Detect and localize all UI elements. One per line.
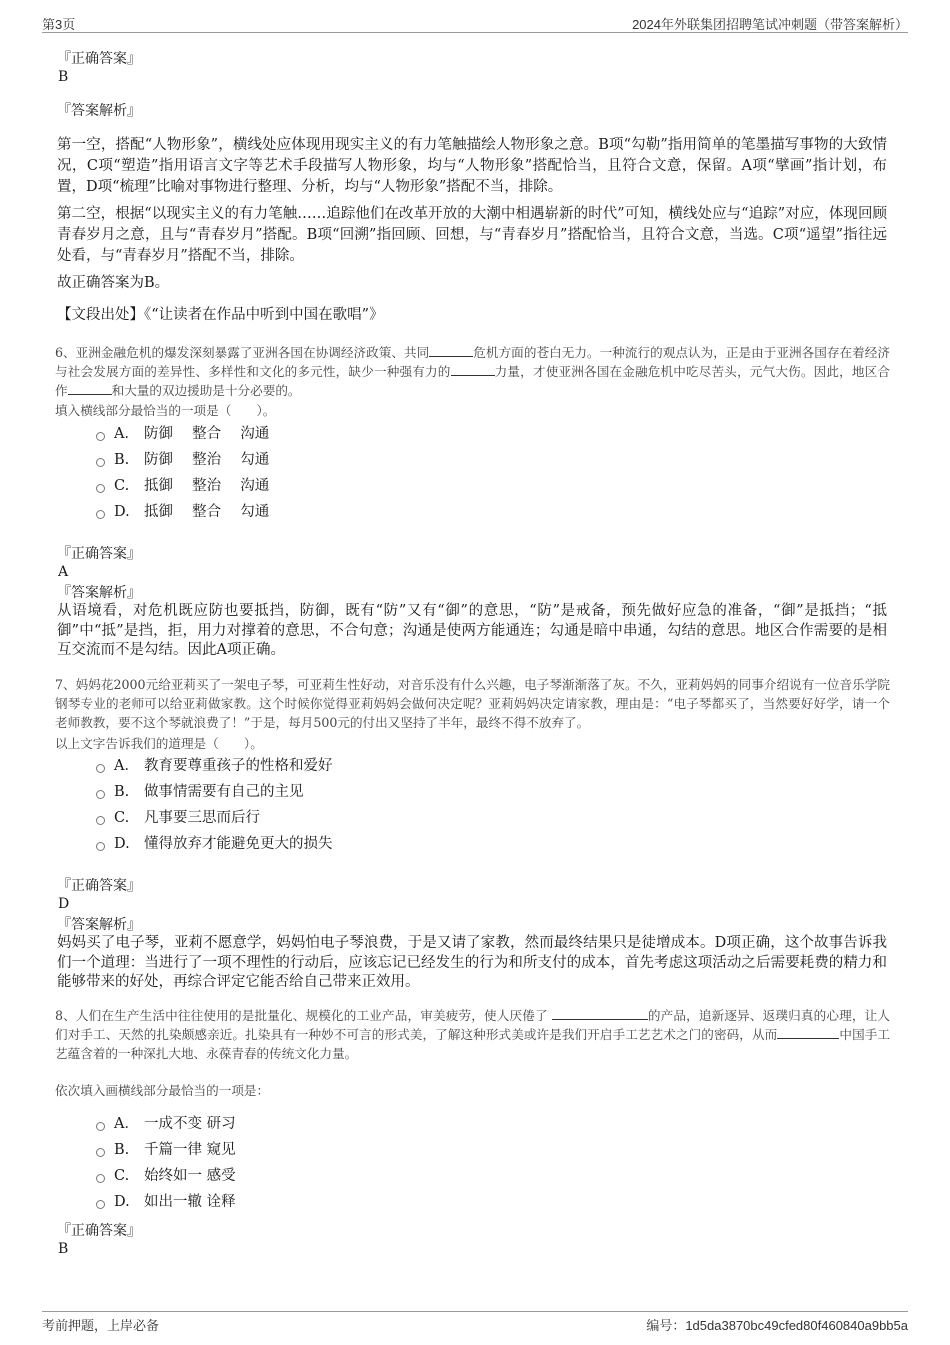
q8-blank-2: [777, 1026, 839, 1039]
q6-option-c[interactable]: C. 抵御 整治 沟通: [96, 476, 269, 496]
q5-answer-label: 『正确答案』: [57, 51, 141, 67]
q5-analysis-label: 『答案解析』: [57, 103, 141, 119]
q5-analysis-paragraph-2: 第二空，根据“以现实主义的有力笔触……追踪他们在改革开放的大潮中相遇崭新的时代”可知，横线处应与“追踪”对应，体现回顾青春岁月之意，且与“青春岁月”搭配。B项“回溯”指回顾、回想，与“青春岁月”搭配恰当，且符合文意，当选。C项“遥望”指往远处看，与“青春岁月”搭配不当，排除。: [57, 206, 887, 264]
page-header: [42, 12, 908, 33]
footer-slogan: 考前押题，上岸必备: [42, 1318, 160, 1333]
footer-serial-number: 编号：1d5da3870bc49cfed80f460840a9bb5a: [646, 1318, 908, 1333]
radio-icon[interactable]: [96, 790, 105, 799]
q6-blank-1: [429, 344, 473, 357]
radio-icon[interactable]: [96, 432, 105, 441]
q7-option-c[interactable]: C. 凡事要三思而后行: [96, 808, 260, 828]
q6-option-d[interactable]: D. 抵御 整合 勾通: [96, 502, 269, 522]
q8-option-d[interactable]: D. 如出一辙 诠释: [96, 1192, 236, 1212]
radio-icon[interactable]: [96, 1148, 105, 1157]
q6-blank-2: [451, 363, 495, 376]
q6-stem: 6、亚洲金融危机的爆发深刻暴露了亚洲各国在协调经济政策、共同 危机方面的苍白无力。一种流行的观点认为，正是由于亚洲各国存在着经济与社会发展方面的差异性、多样性和文化的多元性，缺少一种强有力的 力量，才使亚洲各国在金融危机中吃尽苦头，元气大伤。因此，地区合作 和大量的双边援助是十分必要的。: [55, 345, 891, 398]
q6-option-a[interactable]: A． 防御 整合 沟通: [96, 424, 269, 444]
q5-analysis-paragraph-1: 第一空，搭配“人物形象”，横线处应体现用现实主义的有力笔触描绘人物形象之意。B项“勾勒”指用简单的笔墨描写事物的大致情况，C项“塑造”指用语言文字等艺术手段描写人物形象，均与“人物形象”搭配恰当，且符合文意，保留。A项“擘画”指计划，布置，D项“梳理”比喻对事物进行整理、分析，均与“人物形象”搭配不当，排除。: [57, 137, 887, 195]
q6-blank-3: [68, 382, 112, 395]
radio-icon[interactable]: [96, 458, 105, 467]
q8-option-b[interactable]: B. 千篇一律 窥见: [96, 1140, 236, 1160]
q8-prompt: 依次填入画横线部分最恰当的一项是：: [55, 1083, 270, 1098]
q6-prompt: 填入横线部分最恰当的一项是（ ）。: [55, 403, 276, 418]
q8-answer-label: 『正确答案』: [57, 1223, 141, 1239]
q7-analysis-label: 『答案解析』: [57, 917, 141, 933]
q6-option-b[interactable]: B. 防御 整治 勾通: [96, 450, 269, 470]
q6-answer-label: 『正确答案』: [57, 546, 141, 562]
q7-option-d[interactable]: D. 懂得放弃才能避免更大的损失: [96, 834, 333, 854]
q8-stem: 8、人们在生产生活中往往使用的是批量化、规模化的工业产品，审美疲劳，使人厌倦了 的产品，追新逐异、返璞归真的心理，让人们对手工、天然的扎染颇感亲近。扎染具有一种妙不可言的形式美，了解这种形式美或许是我们开启手工艺艺术之门的密码，从而 中国手工艺蕴含着的一种深扎大地、永葆青春的传统文化力量。: [55, 1008, 891, 1061]
q6-analysis-label: 『答案解析』: [57, 585, 141, 601]
page-number: 第3页: [42, 17, 76, 32]
q5-source: 【文段出处】《“让读者在作品中听到中国在歌唱”》: [57, 307, 384, 323]
q8-option-c[interactable]: C. 始终如一 感受: [96, 1166, 236, 1186]
q7-answer: D: [58, 896, 70, 912]
radio-icon[interactable]: [96, 1200, 105, 1209]
radio-icon[interactable]: [96, 484, 105, 493]
radio-icon[interactable]: [96, 816, 105, 825]
q6-analysis: 从语境看，对危机既应防也要抵挡，防御，既有“防”又有“御”的意思，“防”是戒备，预先做好应急的准备，“御”是抵挡；“抵御”中“抵”是挡，拒，用力对撑着的意思，不合句意；沟通是使两方能通连；勾通是暗中串通，勾结的意思。地区合作需要的是相互交流而不是勾结。因此A项正确。: [57, 603, 887, 658]
radio-icon[interactable]: [96, 510, 105, 519]
q8-answer: B: [58, 1241, 69, 1257]
q5-answer: B: [58, 69, 69, 85]
q7-option-b[interactable]: B. 做事情需要有自己的主见: [96, 782, 304, 802]
q8-blank-1: [552, 1007, 648, 1020]
q6-answer: A: [58, 564, 69, 580]
page-footer: [42, 1311, 908, 1334]
radio-icon[interactable]: [96, 842, 105, 851]
q5-conclusion: 故正确答案为B。: [57, 275, 170, 291]
q7-answer-label: 『正确答案』: [57, 878, 141, 894]
q7-option-a[interactable]: A． 教育要尊重孩子的性格和爱好: [96, 756, 333, 776]
q7-prompt: 以上文字告诉我们的道理是（ ）。: [55, 736, 263, 751]
q7-stem: 7、妈妈花2000元给亚莉买了一架电子琴，可亚莉生性好动，对音乐没有什么兴趣，电子琴渐渐落了灰。不久，亚莉妈妈的同事介绍说有一位音乐学院钢琴专业的老师可以给亚莉做家教。这个时候你觉得亚莉妈妈会做何决定呢？亚莉妈妈决定请家教，理由是：“电子琴都买了，当然要好好学，请一个老师教教，要不这个琴就浪费了！”于是，每月500元的付出又坚持了半年，最终不得不放弃了。: [55, 677, 890, 730]
radio-icon[interactable]: [96, 764, 105, 773]
q8-option-a[interactable]: A． 一成不变 研习: [96, 1114, 236, 1134]
radio-icon[interactable]: [96, 1174, 105, 1183]
q7-analysis: 妈妈买了电子琴，亚莉不愿意学，妈妈怕电子琴浪费，于是又请了家教，然而最终结果只是徒增成本。D项正确，这个故事告诉我们一个道理：当进行了一项不理性的行动后，应该忘记已经发生的行为和所支付的成本，首先考虑这项活动之后需要耗费的精力和能够带来的好处，再综合评定它能否给自己带来正效用。: [57, 935, 887, 990]
radio-icon[interactable]: [96, 1122, 105, 1131]
document-title: 2024年外联集团招聘笔试冲刺题（带答案解析）: [632, 17, 908, 32]
